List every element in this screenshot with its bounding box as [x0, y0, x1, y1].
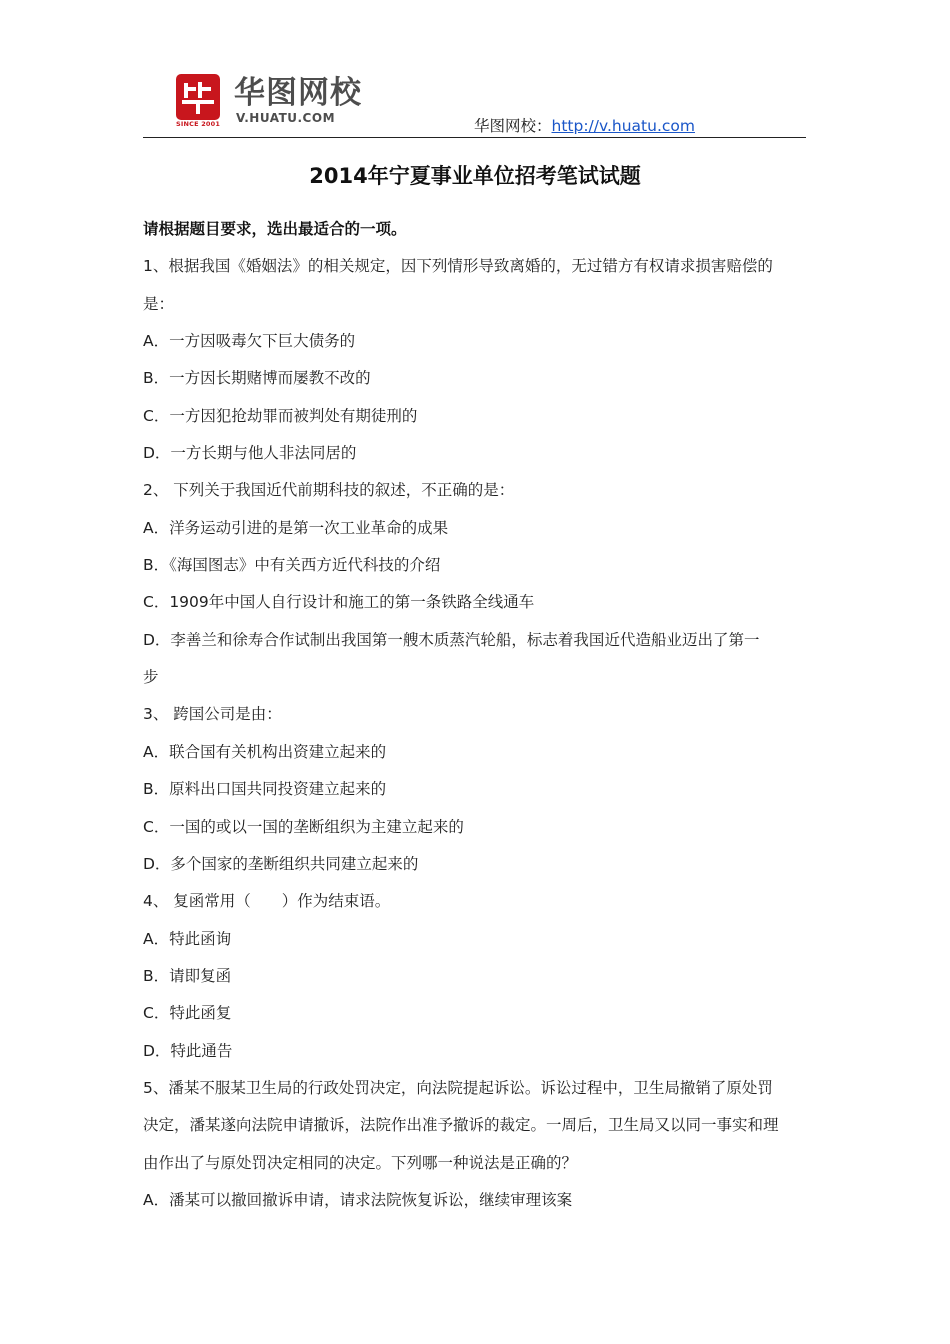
header-divider	[143, 137, 806, 138]
text-line: 是：	[143, 294, 175, 313]
text-line: 由作出了与原处罚决定相同的决定。下列哪一种说法是正确的？	[143, 1153, 578, 1172]
logo-since-text: SINCE 2001	[176, 120, 221, 128]
text-line: 决定，潘某遂向法院申请撤诉，法院作出准予撤诉的裁定。一周后，卫生局又以同一事实和理	[143, 1116, 779, 1135]
text-line: D．李善兰和徐寿合作试制出我国第一艘木质蒸汽轮船，标志着我国近代造船业迈出了第一	[143, 630, 760, 649]
text-line: 2、 下列关于我国近代前期科技的叙述，不正确的是：	[143, 481, 515, 500]
header-site-link[interactable]: http://v.huatu.com	[551, 117, 695, 135]
text-line: A．洋务运动引进的是第一次工业革命的成果	[143, 518, 449, 537]
text-line: 步	[143, 668, 159, 687]
huatu-logo-icon	[176, 74, 220, 120]
logo-name: 华图网校	[234, 75, 362, 111]
text-line: 5、潘某不服某卫生局的行政处罚决定，向法院提起诉讼。诉讼过程中，卫生局撤销了原处罚	[143, 1078, 773, 1097]
question-text	[143, 211, 809, 1219]
text-line: D．多个国家的垄断组织共同建立起来的	[143, 854, 419, 873]
text-line: B．《海国图志》中有关西方近代科技的介绍	[143, 556, 441, 575]
text-line: A．联合国有关机构出资建立起来的	[143, 742, 387, 761]
text-line: A．一方因吸毒欠下巨大债务的	[143, 332, 356, 351]
text-line: D．一方长期与他人非法同居的	[143, 444, 357, 463]
header-site-label: 华图网校：	[474, 117, 552, 135]
page-title: 2014年宁夏事业单位招考笔试试题	[309, 164, 641, 188]
logo-domain: V.HUATU.COM	[236, 111, 336, 125]
text-line: B．原料出口国共同投资建立起来的	[143, 780, 387, 799]
text-line: 1、根据我国《婚姻法》的相关规定，因下列情形导致离婚的，无过错方有权请求损害赔偿的	[143, 257, 773, 276]
text-line: C．一国的或以一国的垄断组织为主建立起来的	[143, 817, 464, 836]
text-line: C．1909年中国人自行设计和施工的第一条铁路全线通车	[143, 593, 535, 612]
text-line: C．特此函复	[143, 1004, 232, 1023]
text-line: 3、 跨国公司是由：	[143, 705, 282, 724]
header-site	[474, 114, 695, 136]
text-line: A．特此函询	[143, 929, 232, 948]
text-line: 4、 复函常用（ ）作为结束语。	[143, 892, 391, 911]
text-line: D．特此通告	[143, 1041, 233, 1060]
text-line: C．一方因犯抢劫罪而被判处有期徒刑的	[143, 406, 418, 425]
text-line: A．潘某可以撤回撤诉申请，请求法院恢复诉讼，继续审理该案	[143, 1190, 573, 1209]
text-line: B．一方因长期赌博而屡教不改的	[143, 369, 371, 388]
instruction-line: 请根据题目要求，选出最适合的一项。	[143, 220, 407, 238]
text-line: B．请即复函	[143, 966, 232, 985]
